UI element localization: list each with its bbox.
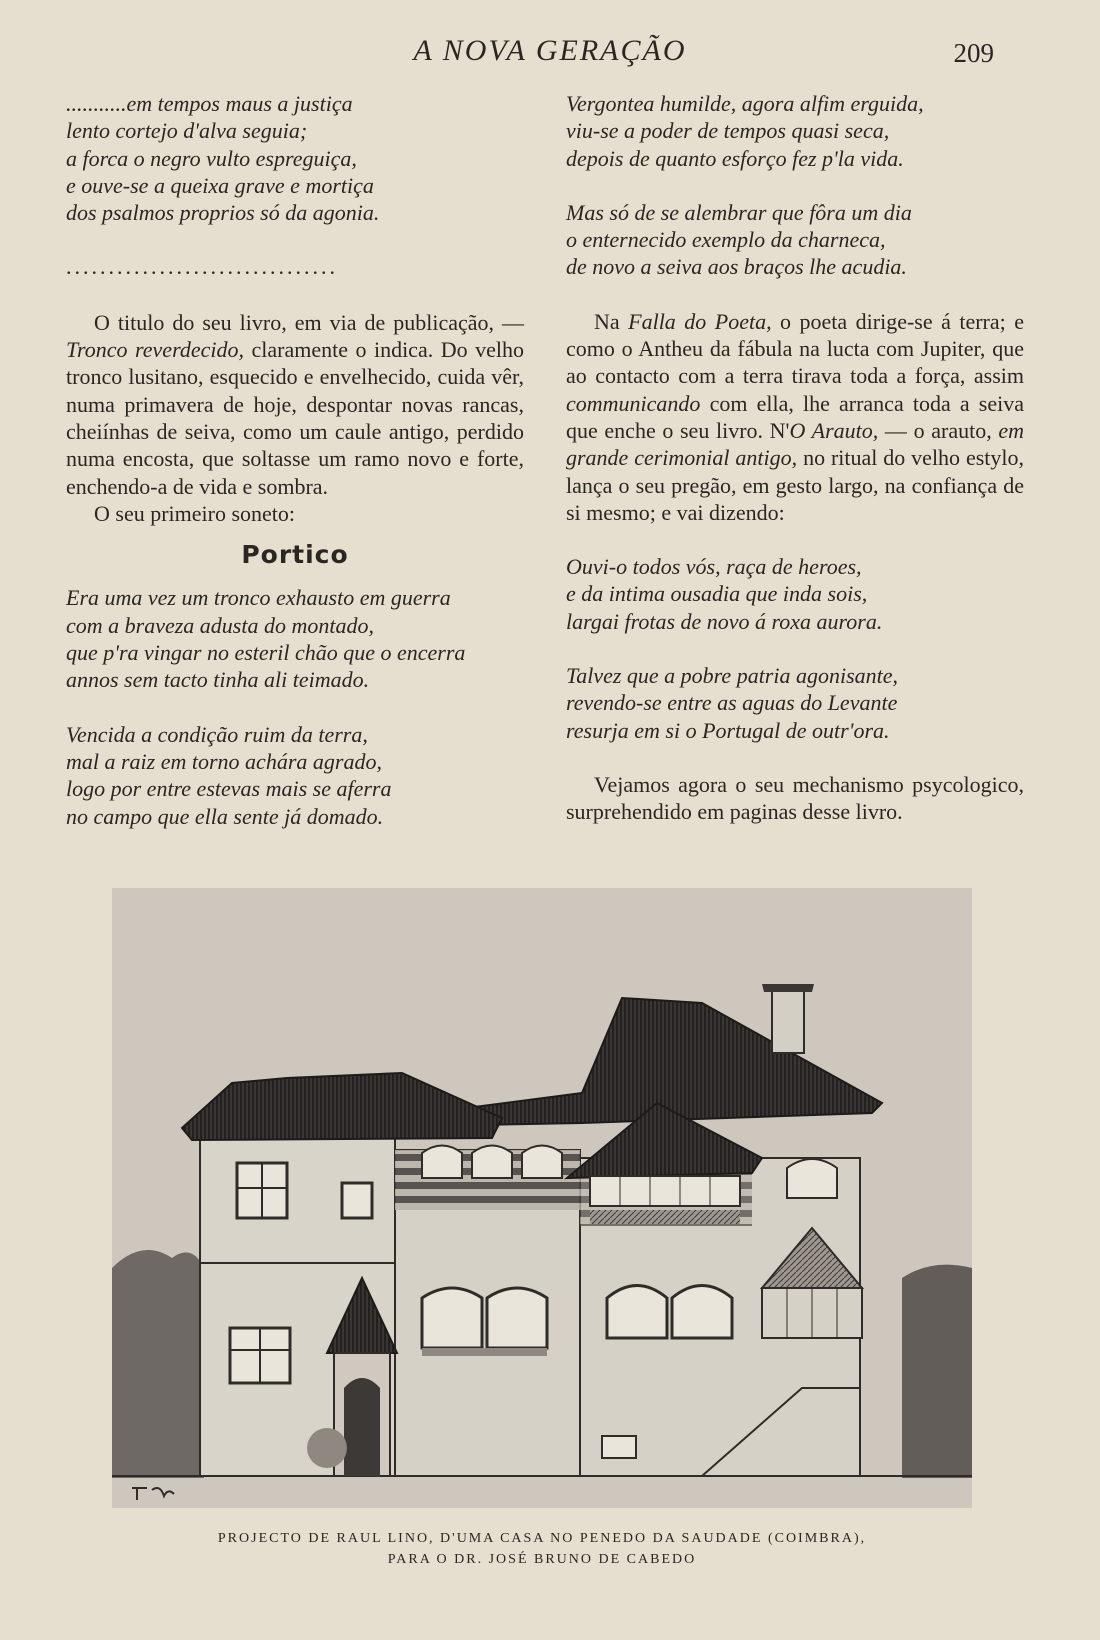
verse-line: depois de quanto esforço fez p'la vida. (566, 145, 904, 171)
verse-line: logo por entre estevas mais se aferra (66, 776, 392, 802)
ellipsis-divider: ................................ (66, 254, 338, 280)
verse-line: resurja em si o Portugal de outr'ora. (566, 717, 890, 743)
verse-line: revendo-se entre as aguas do Levante (566, 690, 898, 716)
verse-line: annos sem tacto tinha ali teimado. (66, 667, 370, 693)
verse-line: no campo que ella sente já domado. (66, 803, 384, 829)
caption-line: PROJECTO DE RAUL LINO, D'UMA CASA NO PENEDO DA SAUDADE (COIMBRA), (217, 1531, 867, 1546)
sonnet-stanza-2 (66, 721, 524, 830)
sonnet-stanza-4 (566, 199, 1024, 281)
verse-line: largai frotas de novo á roxa aurora. (566, 608, 883, 634)
running-title: A NOVA GERAÇÃO (413, 34, 687, 67)
page-number: 209 (953, 38, 994, 68)
verse-line: e da intima ousadia que inda sois, (566, 581, 868, 607)
verse-line: Vergontea humilde, agora alfim erguida, (566, 91, 924, 116)
verse-line: de novo a seiva aos braços lhe acudia. (566, 254, 907, 280)
verse-line: Vencida a condição ruim da terra, (66, 721, 368, 747)
verse-line: que p'ra vingar no esteril chão que o encerra (66, 640, 466, 666)
figure-caption (112, 1528, 972, 1570)
sonnet-stanza-1 (66, 584, 524, 693)
verse-line: Era uma vez um tronco exhausto em guerra (66, 585, 451, 611)
book-title: Tronco reverdecido, (66, 337, 244, 363)
paragraph-mechanismo: Vejamos agora o seu mechanismo psycologico, surprehendido em paginas desse livro. (566, 771, 1024, 825)
arauto-stanza-1 (566, 553, 1024, 635)
verse-line: ...........em tempos maus a justiça (66, 91, 353, 116)
paragraph-falla-do-poeta: Na Falla do Poeta, o poeta dirige-se á terra; e como o Antheu da fábula na lucta com Jupiter, que ao contacto com a terra tirava toda a força, assim communicando com ella, lhe arranca toda a seiva que enche o seu livro. N'O Arauto, — o arauto, em grande cerimonial antigo, no ritual do velho estylo, lança o seu pregão, em gesto largo, na confiança de si mesmo; e vai dizendo: (566, 308, 1025, 525)
verse-line: e ouve-se a queixa grave e mortiça (66, 172, 374, 198)
verse-line: o enternecido exemplo da charneca, (566, 227, 886, 253)
page-header (0, 34, 1100, 74)
verse-line: mal a raiz em torno achára agrado, (66, 748, 382, 774)
paragraph-title-book: O titulo do seu livro, em via de publicação, — Tronco reverdecido, claramente o indica. Do velho tronco lusitano, esquecido e envelhecido, cuida vêr, numa primavera de hoje, despontar novas rancas, cheiínhas de seiva, como um caule antigo, perdido numa encosta, que soltasse um ramo novo e forte, enchendo-a de vida e sombra. (66, 309, 524, 499)
verse-line: Talvez que a pobre patria agonisante, (566, 663, 899, 689)
sonnet-intro: O seu primeiro soneto: (94, 500, 296, 526)
house-illustration (112, 888, 972, 1508)
arauto-stanza-2 (566, 662, 1024, 744)
sonnet-stanza-3 (566, 90, 1024, 172)
right-column (566, 90, 1024, 853)
verse-line: dos psalmos proprios só da agonia. (66, 200, 380, 226)
caption-line: PARA O DR. JOSÉ BRUNO DE CABEDO (387, 1552, 697, 1567)
verse-line: viu-se a poder de tempos quasi seca, (566, 118, 890, 144)
verse-line: lento cortejo d'alva seguia; (66, 118, 308, 144)
verse-line: Ouvi-o todos vós, raça de heroes, (566, 554, 862, 580)
poem-title: Portico (241, 540, 349, 570)
verse-line: com a braveza adusta do montado, (66, 612, 374, 638)
verse-line: a forca o negro vulto espreguiça, (66, 145, 357, 171)
verse-fragment (66, 90, 524, 226)
left-column (66, 90, 524, 857)
verse-line: Mas só de se alembrar que fôra um dia (566, 199, 912, 225)
